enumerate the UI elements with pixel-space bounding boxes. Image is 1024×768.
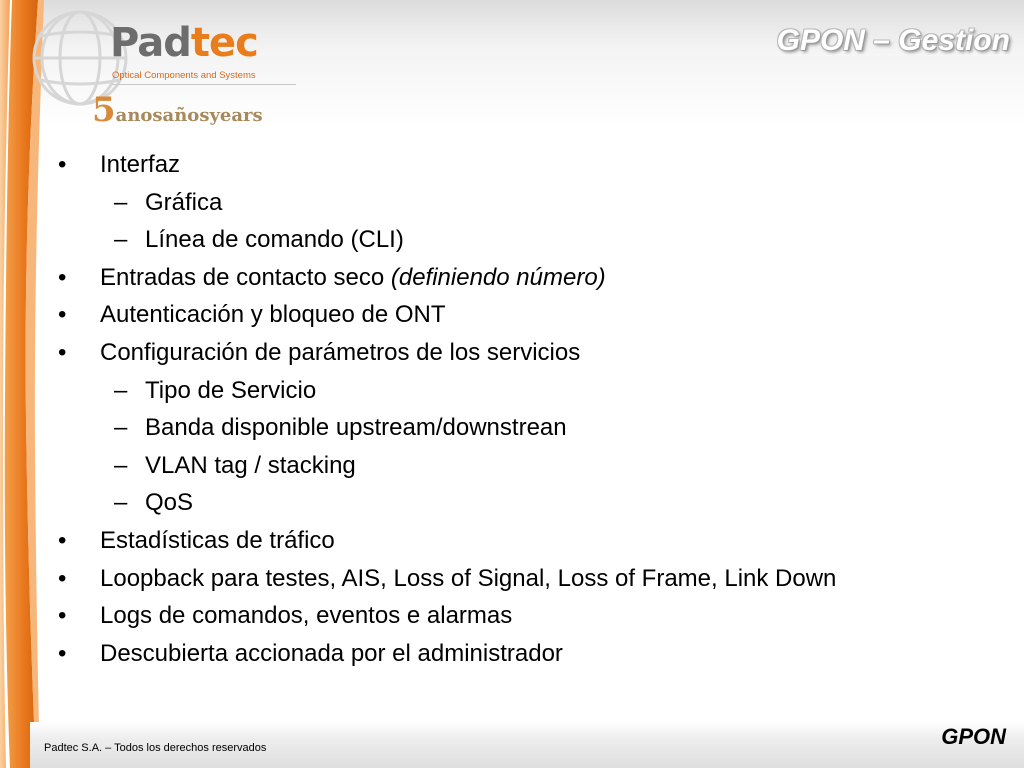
bullet-text-main: Gráfica	[145, 188, 223, 216]
bullet-text	[100, 263, 956, 293]
bullet-text	[100, 150, 956, 180]
slide-title: GPON – Gestion	[776, 24, 1010, 57]
bullet-text	[145, 451, 956, 481]
footer-label: GPON	[941, 724, 1006, 749]
logo-tagline: Optical Components and Systems	[112, 70, 256, 81]
sub-bullet-item	[56, 451, 956, 481]
bullet-text	[100, 639, 956, 669]
bullet-marker: •	[58, 301, 67, 329]
bullet-marker: •	[58, 564, 67, 592]
bullet-item	[56, 601, 956, 631]
bullet-item	[56, 300, 956, 330]
bullet-text-main: Loopback para testes, AIS, Loss of Signal, Loss of Frame, Link Down	[100, 564, 837, 592]
bullet-text	[100, 601, 956, 631]
sub-bullet-item	[56, 376, 956, 406]
bullet-marker: •	[58, 526, 67, 554]
bullet-text-main: VLAN tag / stacking	[145, 451, 356, 479]
bullet-marker: •	[58, 263, 67, 291]
bullet-text-emphasis: (definiendo número)	[390, 263, 606, 291]
bullet-text-main: QoS	[145, 489, 194, 517]
sub-bullet-item	[56, 488, 956, 518]
sub-bullet-item	[56, 413, 956, 443]
dash-marker: –	[114, 414, 128, 442]
bullet-text-main: Banda disponible upstream/downstrean	[145, 414, 567, 442]
bullet-item	[56, 526, 956, 556]
bullet-text-main: Interfaz	[100, 151, 181, 178]
bullet-text-main: Entradas de contacto seco	[100, 263, 391, 291]
bullet-text	[145, 225, 956, 255]
bullet-text-main: Logs de comandos, eventos e alarmas	[100, 602, 513, 630]
logo-wordmark: Padtec	[110, 20, 258, 66]
bullet-text	[145, 488, 956, 518]
bullet-list	[56, 150, 956, 676]
bullet-marker: •	[58, 639, 67, 667]
bullet-marker: •	[58, 602, 67, 630]
bullet-text-main: Descubierta accionada por el administrador	[100, 639, 563, 667]
dash-marker: –	[114, 451, 128, 479]
bullet-text-main: Estadísticas de tráfico	[100, 526, 335, 554]
bullet-text	[100, 300, 956, 330]
bullet-text	[100, 564, 956, 594]
bullet-text	[100, 338, 956, 368]
logo-divider	[112, 84, 296, 85]
sub-bullet-item	[56, 225, 956, 255]
bullet-text	[145, 188, 956, 218]
bullet-text-main: Configuración de parámetros de los servicios	[100, 338, 581, 366]
logo-anniversary: 5anosañosyears	[92, 90, 263, 130]
bullet-item	[56, 564, 956, 594]
bullet-text-main: Línea de comando (CLI)	[145, 226, 404, 254]
bullet-item	[56, 338, 956, 368]
bullet-item	[56, 639, 956, 669]
bullet-marker: •	[58, 151, 67, 178]
dash-marker: –	[114, 376, 128, 404]
bullet-item	[56, 263, 956, 293]
padtec-logo	[22, 2, 294, 130]
sub-bullet-item	[56, 188, 956, 218]
dash-marker: –	[114, 226, 128, 254]
bullet-text-main: Tipo de Servicio	[145, 376, 317, 404]
footer-copyright: Padtec S.A. – Todos los derechos reservados	[44, 742, 267, 754]
bullet-marker: •	[58, 338, 67, 366]
bullet-text	[145, 376, 956, 406]
dash-marker: –	[114, 489, 128, 517]
bullet-item	[56, 150, 956, 180]
bullet-text	[145, 413, 956, 443]
bullet-text	[100, 526, 956, 556]
dash-marker: –	[114, 188, 128, 216]
bullet-text-main: Autenticación y bloqueo de ONT	[100, 301, 446, 329]
